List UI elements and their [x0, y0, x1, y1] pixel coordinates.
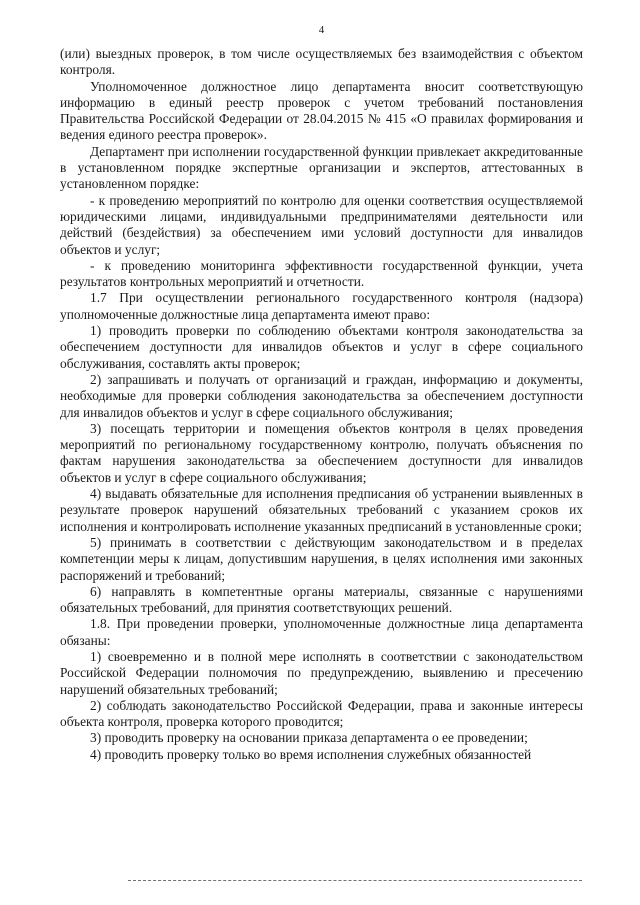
list-item-duty-2: 2) соблюдать законодательство Российской Федерации, права и законные интересы объекта контроля, проверка которого проводится; — [60, 697, 583, 730]
list-item-right-3: 3) посещать территории и помещения объектов контроля в целях проведения мероприятий по региональному государственному контролю, получать объяснения по фактам нарушения законодательства за обеспечением доступности для инвалидов объектов и услуг в сфере социального обслуживания; — [60, 420, 583, 485]
section-1-8-heading: 1.8. При проведении проверки, уполномоченные должностные лица департамента обязаны: — [60, 616, 583, 648]
paragraph-registry: Уполномоченное должностное лицо департамента вносит соответствующую информацию в единый реестр проверок с учетом требований постановления Правительства Российской Федерации от 28.04.2015 № 415 «О правилах формирования и ведения единого реестра проверок». — [60, 78, 583, 143]
footer-divider — [128, 880, 582, 881]
list-item-right-4: 4) выдавать обязательные для исполнения предписания об устранении выявленных в результате проверок нарушений обязательных требований с указанием сроков их исполнения и контролировать исполнение указанных предписаний в установленные сроки; — [60, 486, 583, 534]
list-item-right-1: 1) проводить проверки по соблюдению объектами контроля законодательства за обеспечением доступности для инвалидов объектов и услуг в сфере социального обслуживания, составлять акты проверок; — [60, 323, 583, 371]
section-1-7-heading: 1.7 При осуществлении регионального государственного контроля (надзора) уполномоченные должностные лица департамента имеют право: — [60, 290, 583, 322]
list-item-duty-1: 1) своевременно и в полной мере исполнять в соответствии с законодательством Российской Федерации полномочия по предупреждению, выявлению и пресечению нарушений обязательных требований; — [60, 648, 583, 697]
list-item-right-2: 2) запрашивать и получать от организаций и граждан, информацию и документы, необходимые для проверки соблюдения законодательства за обеспечением доступности для инвалидов объектов и услуг в сфере социального обслуживания; — [60, 371, 583, 420]
page-number: 4 — [318, 24, 325, 36]
paragraph-experts: Департамент при исполнении государственной функции привлекает аккредитованные в установленном порядке экспертные организации и экспертов, аттестованных в установленном порядке: — [60, 143, 583, 192]
list-item-duty-4: 4) проводить проверку только во время исполнения служебных обязанностей — [90, 746, 532, 762]
list-item-experts-control: - к проведению мероприятий по контролю для оценки соответствия осуществляемой юридическими лицами, индивидуальными предпринимателями деятельности или действий (бездействия) за обеспечением ими условий доступности для инвалидов объектов и услуг; — [60, 192, 583, 257]
list-item-experts-monitoring: - к проведению мониторинга эффективности государственной функции, учета результатов контрольных мероприятий и отчетности. — [60, 257, 583, 290]
document-body — [60, 46, 583, 763]
list-item-right-5: 5) принимать в соответствии с действующим законодательством и в пределах компетенции меры к лицам, допустившим нарушения, в целях исполнения ими законных распоряжений и требований; — [60, 534, 583, 583]
list-item-right-6: 6) направлять в компетентные органы материалы, связанные с нарушениями обязательных требований, для принятия соответствующих решений. — [60, 583, 583, 616]
paragraph-continuation: (или) выездных проверок, в том числе осуществляемых без взаимодействия с объектом контроля. — [60, 46, 583, 78]
list-item-duty-3: 3) проводить проверку на основании приказа департамента о ее проведении; — [90, 730, 528, 746]
